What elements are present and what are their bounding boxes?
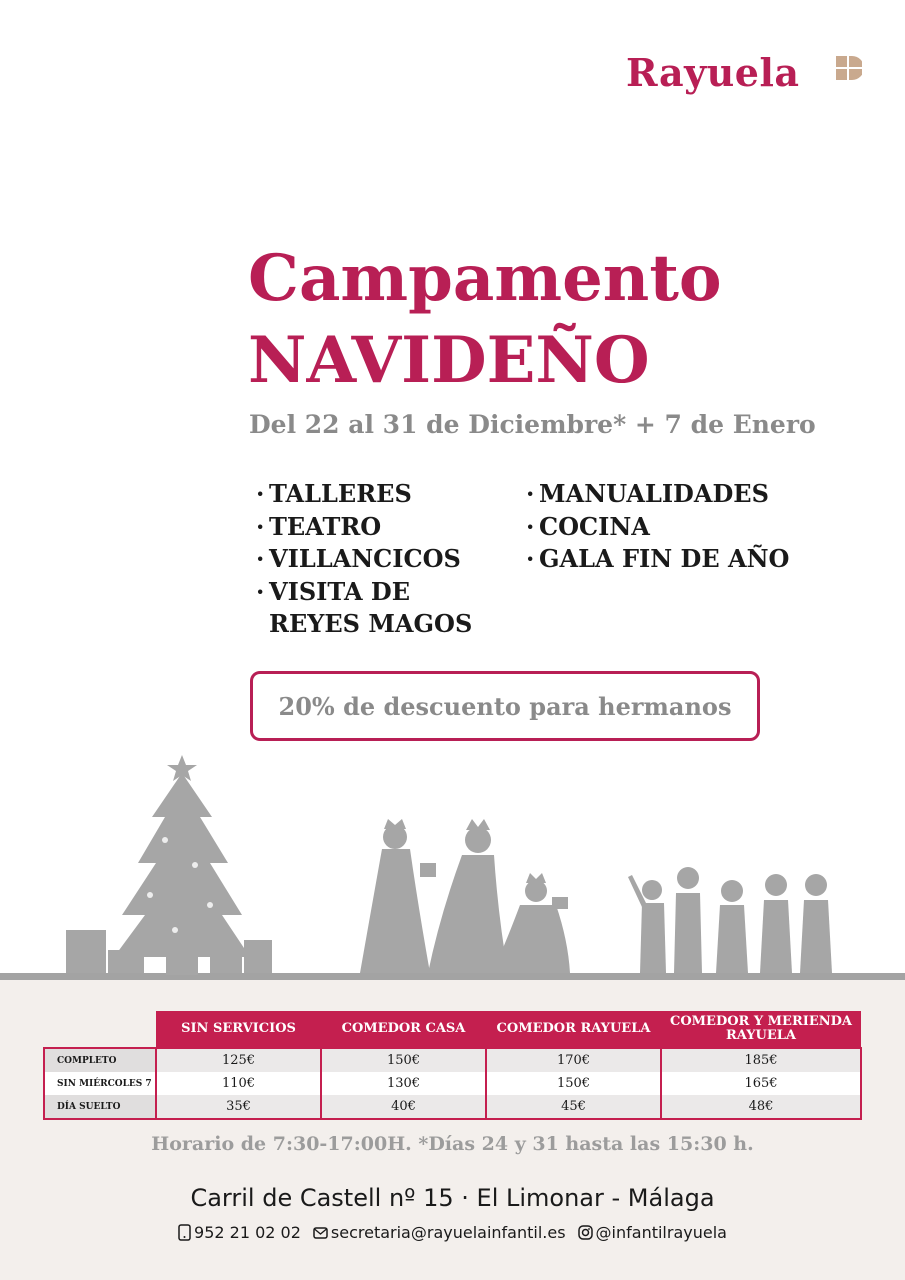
table-row bbox=[44, 1048, 861, 1072]
price-cell: 130€ bbox=[321, 1072, 486, 1095]
page-title bbox=[248, 238, 722, 402]
title-line-1: Campamento bbox=[248, 241, 722, 316]
column-header: SIN SERVICIOS bbox=[156, 1011, 321, 1048]
column-header: COMEDOR RAYUELA bbox=[486, 1011, 661, 1048]
dates-subtitle: Del 22 al 31 de Diciembre* + 7 de Enero bbox=[249, 410, 816, 439]
children-silhouettes-illustration bbox=[628, 867, 832, 973]
table-corner bbox=[44, 1011, 156, 1048]
price-cell: 125€ bbox=[156, 1048, 321, 1072]
activity-item: · GALA FIN DE AÑO bbox=[526, 544, 790, 573]
price-cell: 110€ bbox=[156, 1072, 321, 1095]
price-cell: 45€ bbox=[486, 1095, 661, 1119]
address: Carril de Castell nº 15 · El Limonar - Málaga bbox=[190, 1184, 715, 1212]
price-cell: 48€ bbox=[661, 1095, 861, 1119]
table-row bbox=[44, 1095, 861, 1119]
email-address: secretaria@rayuelainfantil.es bbox=[330, 1223, 566, 1242]
activity-item: · TALLERES bbox=[256, 479, 412, 508]
instagram-contact[interactable] bbox=[578, 1223, 727, 1242]
activity-item: · TEATRO bbox=[256, 511, 382, 541]
christmas-scene-illustration bbox=[0, 745, 905, 985]
brand-logo: Rayuela bbox=[626, 50, 800, 95]
price-cell: 170€ bbox=[486, 1048, 661, 1072]
schedule-note: Horario de 7:30-17:00H. *Días 24 y 31 hasta las 15:30 h. bbox=[151, 1133, 754, 1155]
activity-item: · VISITA DE REYES MAGOS bbox=[256, 576, 473, 638]
contact-bar bbox=[0, 1223, 905, 1242]
row-label: SIN MIÉRCOLES 7 bbox=[44, 1072, 156, 1095]
price-cell: 185€ bbox=[661, 1048, 861, 1072]
phone-contact[interactable] bbox=[178, 1223, 301, 1242]
email-contact[interactable] bbox=[313, 1223, 566, 1242]
activities-column-1 bbox=[256, 478, 506, 641]
row-label: COMPLETO bbox=[44, 1048, 156, 1072]
discount-box: 20% de descuento para hermanos bbox=[250, 671, 760, 741]
activity-item: · COCINA bbox=[526, 511, 650, 541]
christmas-tree-illustration bbox=[66, 755, 272, 975]
price-cell: 35€ bbox=[156, 1095, 321, 1119]
mail-icon bbox=[313, 1227, 328, 1239]
price-cell: 150€ bbox=[486, 1072, 661, 1095]
activity-item: · MANUALIDADES bbox=[526, 479, 769, 508]
instagram-icon bbox=[578, 1225, 593, 1240]
three-kings-illustration bbox=[360, 819, 570, 973]
price-cell: 150€ bbox=[321, 1048, 486, 1072]
activity-item: · VILLANCICOS bbox=[256, 544, 461, 573]
activities-column-2 bbox=[526, 478, 826, 576]
row-label: DÍA SUELTO bbox=[44, 1095, 156, 1119]
column-header: COMEDOR Y MERIENDA RAYUELA bbox=[661, 1011, 861, 1048]
column-header: COMEDOR CASA bbox=[321, 1011, 486, 1048]
phone-icon bbox=[178, 1224, 191, 1241]
price-cell: 165€ bbox=[661, 1072, 861, 1095]
brand-mark-icon bbox=[836, 56, 862, 82]
price-table-header bbox=[44, 1011, 861, 1048]
table-row bbox=[44, 1072, 861, 1095]
price-cell: 40€ bbox=[321, 1095, 486, 1119]
title-line-2: NAVIDEÑO bbox=[248, 323, 650, 398]
phone-number: 952 21 02 02 bbox=[194, 1223, 301, 1242]
price-table bbox=[43, 1011, 862, 1120]
instagram-handle: @infantilrayuela bbox=[595, 1223, 727, 1242]
